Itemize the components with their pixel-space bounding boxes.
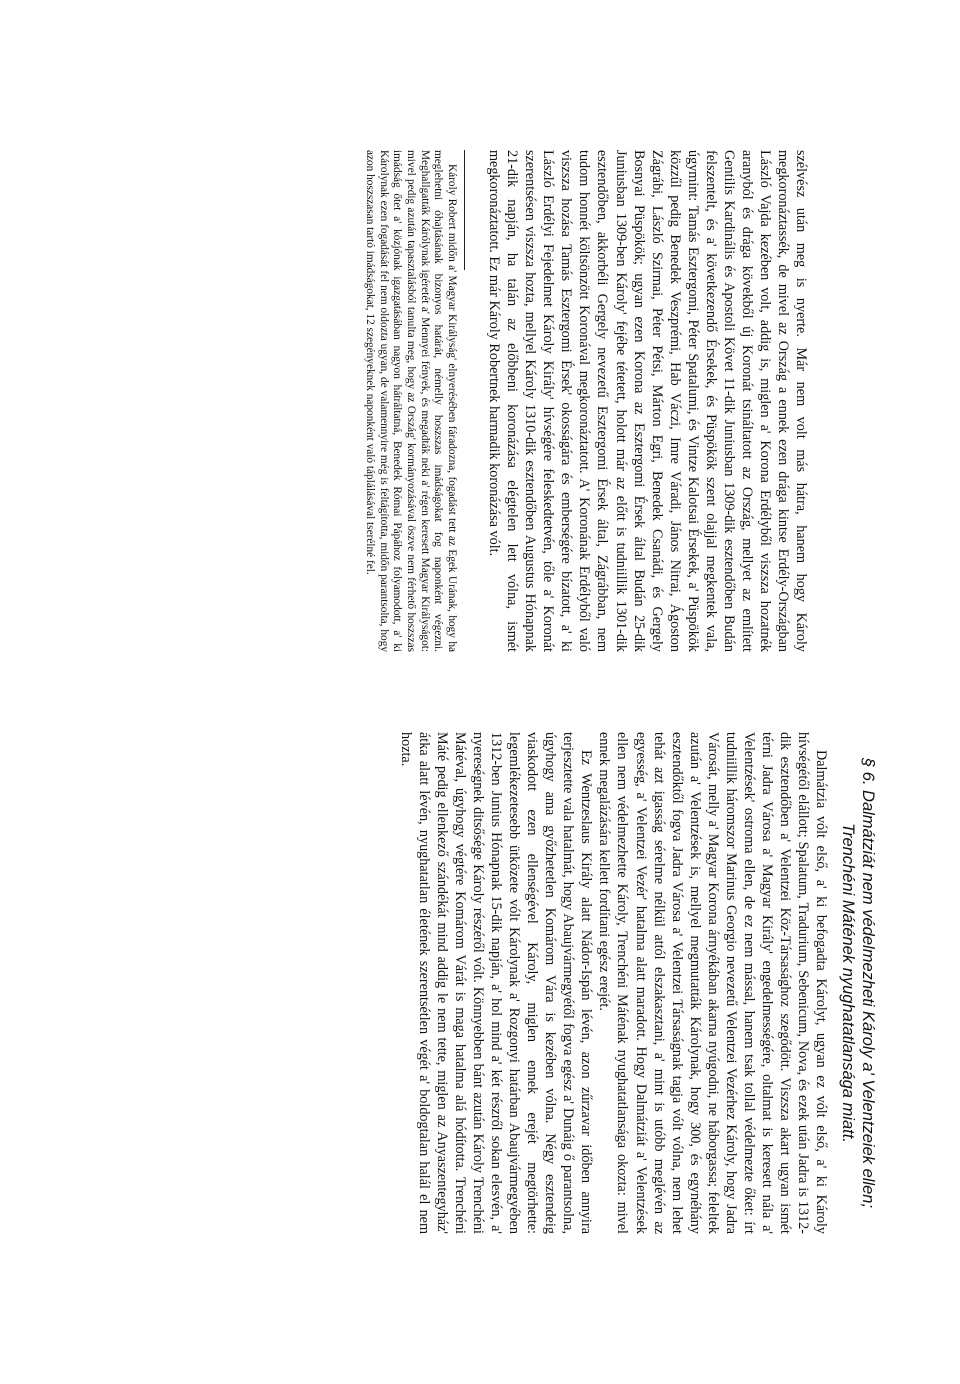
left-body-paragraph: szélvész után meg is nyerte. Már nem volt más hátra, hanem hogy Károly megkoronáztassék, de mivel az Ország a ennek ezen drága kintse Erdély-Országban László Vajda kezében volt, addig is, miglen a' Korona Erdélyből viszsza hozatnék aranyból és drága kövekből új Koronát tsináltatott az Ország, mellyet az említett Gentilis Kardinális és Apostoli Követ 11-dik Juniusban 1309-dik esztendőben Budán felszentelt, és a' következendő Érsekek, és Püspökök szent olajjal megkentek vala, úgymint: Tamás Esztergomi, Péter Spatalumi, és Vintze Kalotsai Érsekek, a' Püspökök közzűl pedig Benedek Veszprémi, Hab Váczi, Imre Váradi, János Nitrai, Ágoston Zágrábi, László Szirmai, Péter Pétsi, Márton Egri, Benedek Csanádi, és Gergely Bosnyai Püspökök; ugyan ezen Korona az Esztergomi Érsek által Budán 25-dik Juniusban 1309-ben Károly' fejébe tétetett, holott már az előtt is tudniillik 1301-dik esztendőben, akkorbéli Gergely nevezetű Esztergomi Érsek által, Zágrábban, nem tudom honnét költsönzött Koronával megkoronáztatott. A' Koronának Erdélyből való viszsza hozása Tamás Esztergomi Érsek' okosságára és emberségére bízatott, a' ki László Erdélyi Fejedelmet Károly Király' hívségére feleskedtetvén, tőle a' Koronát szerentsésen viszsza hozta, mellyel Károly 1310-dik esztendőben Augustus Hónapnak 21-dik napján, ha talán az előbbeni koronázása elégtelen lett vólna, ismét megkoronáztatott. Ez már Károly Robertnek harmadik koronázása vólt. <box>486 150 809 652</box>
right-page <box>0 692 960 1384</box>
footnote-6: Károly Robert midőn a' Magyar Királyság' elnyerésében fáradozna, fogadást tett az Egek Urának, hogy ha meglehetni óhajtásának bizonyos határát, némelly hoszszas imádságokat fog naponként végezni. Meghallgatták Kárólynak igéretét a' Mennyei fények, és megadták neki a' régen keresett Magyar Királyságot: mivel pedig azután tapasztalásból tanulta meg, hogy az Ország' kormányozásával öszve nem férhető hoszszas imádság őtet a' közjónak igazgatásában nagyon hátráltatná, Benedek Római Pápához folyamodott, a' ki Károlynak ezen fogadását fel nem oldozta ugyan, de valamennyire még is feltágította, midőn parantsolta, hogy azon hoszszasan tartó imádságokat, 12 szegényeknek naponként való táplálásával tserélné fel. <box>363 150 459 652</box>
right-body-paragraph-1: Dalmátzia vólt első, a' ki befogadta Károlyt, ugyan ez vólt első, a' ki Károly hívségétől elállott; Spalatum, Tradurium, Sebenicum, Nova, és ezek után Jadra is 1312-dik esztendőben a' Velentzei Köz-Társasághoz szegődött. Viszsza akart ugyan ismét térni Jadra Városa a' Magyar Király' engedelmességére, oltalmat is keresett nála a' Velentzések' ostroma ellen, de ez nem mással, hanem tsak tollal védelmezte őket: írt tudniillik háromszor Marinus Georgio nevezetű Velentzei Vezérhez Károly, hogy Jadra Városát, melly a' Magyar Korona árnyékában akarna nyúgodni, ne háborgassa; feleltek azután a' Velentzések is, mellyel megmutatták Károlynak, hogy 300, és egynéhány esztendőktől fogva Jadra Városa a' Velentzei Társaságnak tagja vólt vólna, nem lehet tehát azt igasság sérelme nélkül attól elszakasztani, a' mint is utóbb meglévén az egyesség, a' Velentzei Vezér' hatalma alatt maradott. Hogy Dalmátziát a' Velentzések ellen nem védelmezhette Károly, Trenchéni Máténak nyughatatlansága okozta: mivel ennek megalázására kellett fordítani egész erejét. <box>596 732 829 1234</box>
footnotes <box>362 150 458 652</box>
footnote-divider <box>464 150 465 270</box>
right-body-paragraph-2: Ez Wentzeslaus Király alatt Nádor-Ispán lévén, azon zűrzavar időben annyira terjesztette vala hatalmát, hogy Abaujvármegyétől fogva egész a' Dunáig ő parantsolna, úgyhogy ama győzhetetlen Komárom Vára is kezében vólna. Négy esztendeig viaskodott ezen ellenségével Károly, miglen ennek erejét megtörhette: legemlékezetesebb ütközete vólt Károlynak a' Rozgonyi határban Abaujvármegyében 1312-ben Junius Hónapnak 15-dik napján, a' hol mind a' két részről sokan elesvén, a' nyereségnek ditsősége Károly részéről vólt. Könnyebben bánt azután Károly Trenchéni Mátéval, úgyhogy végtére Komárom Várát is maga hatalma alá hódította. Trenchéni Máté pedig ellenkező szándékát mind addig le nem tette, miglen az Anyaszentegyház' átka alatt lévén, nyughatatlan életének szerentsétlen végét a' boldogtalan halál el nem hozta. <box>397 732 595 1234</box>
section-heading: § 6. Dalmátziát nem védelmezheti Károly a' Velentzeiek ellen; Trenchéni Mátének nyughatatlansága miatt. <box>839 757 877 1209</box>
